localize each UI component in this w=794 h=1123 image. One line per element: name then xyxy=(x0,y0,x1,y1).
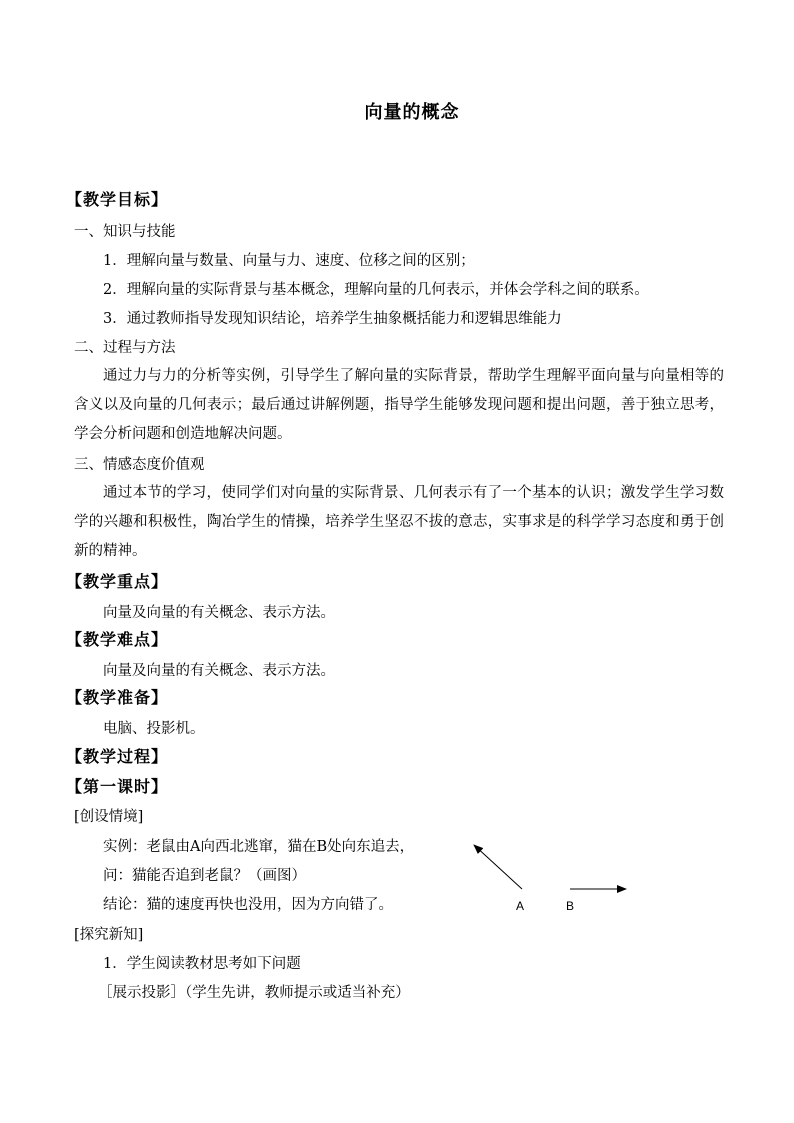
mouse-vector-arrow xyxy=(474,845,522,889)
goals-heading: 【教学目标】 xyxy=(66,190,169,209)
difficulty-text: 向量及向量的有关概念、表示方法。 xyxy=(103,663,335,679)
example-text: 实例：老鼠由A向西北逃窜，猫在B处向东追去， xyxy=(103,839,415,855)
difficulty-heading: 【教学难点】 xyxy=(66,630,169,649)
vector-diagram xyxy=(460,835,640,925)
document-title: 向量的概念 xyxy=(364,102,460,123)
scenario-heading: [创设情境] xyxy=(74,809,144,825)
knowledge-item-3: 3．通过教师指导发现知识结论，培养学生抽象概括能力和逻辑思维能力 xyxy=(103,311,562,327)
lesson-heading: 【第一课时】 xyxy=(66,777,169,796)
prep-heading: 【教学准备】 xyxy=(66,688,169,707)
attitude-paragraph: 通过本节的学习，使同学们对向量的实际背景、几何表示有了一个基本的认识；激发学生学习数学的兴趣和积极性，陶冶学生的情操，培养学生坚忍不拔的意志，实事求是的科学学习态度和勇于创新的精神。 xyxy=(74,485,724,559)
knowledge-item-2: 2．理解向量的实际背景与基本概念，理解向量的几何表示，并体会学科之间的联系。 xyxy=(103,282,649,298)
knowledge-item-1: 1．理解向量与数量、向量与力、速度、位移之间的区别； xyxy=(103,253,475,269)
key-heading: 【教学重点】 xyxy=(66,572,169,591)
conclusion-text: 结论：猫的速度再快也没用，因为方向错了。 xyxy=(103,897,393,913)
question-text: 问：猫能否追到老鼠？（画图） xyxy=(103,868,306,884)
projection-text: ［展示投影］（学生先讲，教师提示或适当补充） xyxy=(98,985,410,1001)
process2-heading: 【教学过程】 xyxy=(66,747,169,766)
attitude-heading: 三、情感态度价值观 xyxy=(74,457,205,473)
process-paragraph: 通过力与力的分析等实例，引导学生了解向量的实际背景，帮助学生理解平面向量与向量相等的含义以及向量的几何表示；最后通过讲解例题，指导学生能够发现问题和提出问题，善于独立思考，学会分析问题和创造地解决问题。 xyxy=(74,368,724,442)
point-b-label: B xyxy=(566,899,575,913)
explore-heading: [探究新知] xyxy=(74,927,144,943)
key-text: 向量及向量的有关概念、表示方法。 xyxy=(103,605,335,621)
process-heading: 二、过程与方法 xyxy=(74,340,176,356)
explore-item: 1．学生阅读教材思考如下问题 xyxy=(103,956,301,972)
point-a-label: A xyxy=(516,899,525,913)
knowledge-heading: 一、知识与技能 xyxy=(74,224,176,240)
prep-text: 电脑、投影机。 xyxy=(103,721,205,737)
